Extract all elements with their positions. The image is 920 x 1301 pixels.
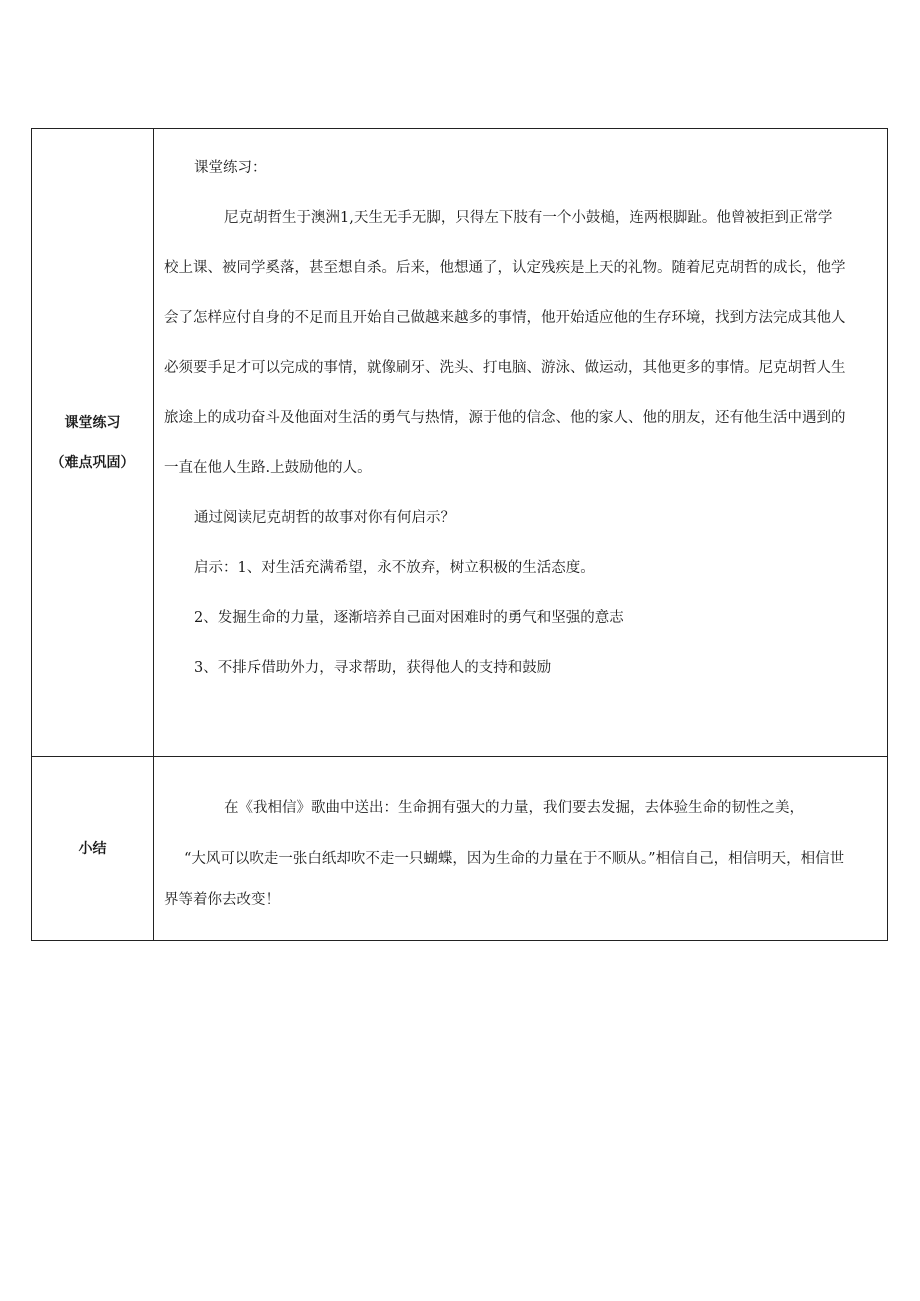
story-line: 会了怎样应付自身的不足而且开始自己做越来越多的事情，他开始适应他的生存环境，找到方法完成其他人: [164, 310, 846, 326]
summary-row: [32, 757, 888, 941]
insight-item: 2、发掘生命的力量，逐渐培养自己面对困难时的勇气和坚强的意志: [194, 610, 624, 626]
insight-item: 3、不排斥借助外力，寻求帮助，获得他人的支持和鼓励: [194, 660, 552, 676]
story-line: 校上课、被同学奚落，甚至想自杀。后来，他想通了，认定残疾是上天的礼物。随着尼克胡哲的成长，他学: [164, 260, 846, 276]
practice-row: [32, 129, 888, 757]
practice-label: 课堂练习: [64, 414, 121, 431]
story-line: 旅途上的成功奋斗及他面对生活的勇气与热情，源于他的信念、他的家人、他的朋友，还有他生活中遇到的: [164, 410, 846, 426]
practice-heading: 课堂练习：: [194, 160, 267, 176]
summary-line: 界等着你去改变！: [164, 892, 280, 908]
story-line: 必须要手足才可以完成的事情，就像刷牙、洗头、打电脑、游泳、做运动，其他更多的事情。尼克胡哲人生: [164, 360, 846, 376]
question-text: 通过阅读尼克胡哲的故事对你有何启示？: [194, 510, 455, 526]
practice-sublabel: （难点巩固）: [50, 454, 135, 471]
story-line: 尼克胡哲生于澳洲1,天生无手无脚，只得左下肢有一个小鼓槌，连两根脚趾。他曾被拒到正常学: [224, 210, 833, 226]
summary-label: 小结: [78, 840, 107, 857]
summary-line: 在《我相信》歌曲中送出：生命拥有强大的力量，我们要去发掘，去体验生命的韧性之美，: [224, 800, 804, 816]
summary-label-cell: [32, 757, 154, 941]
story-line: 一直在他人生路.上鼓励他的人。: [164, 460, 372, 476]
practice-content-cell: [154, 129, 888, 757]
summary-content-cell: [154, 757, 888, 941]
lesson-table: [31, 128, 888, 941]
practice-label-cell: [32, 129, 154, 757]
summary-line: “大风可以吹走一张白纸却吹不走一只蝴蝶，因为生命的力量在于不顺从。”相信自己，相信明天，相信世: [184, 851, 845, 867]
insight-item: 启示：1、对生活充满希望，永不放弃，树立积极的生活态度。: [194, 560, 595, 576]
